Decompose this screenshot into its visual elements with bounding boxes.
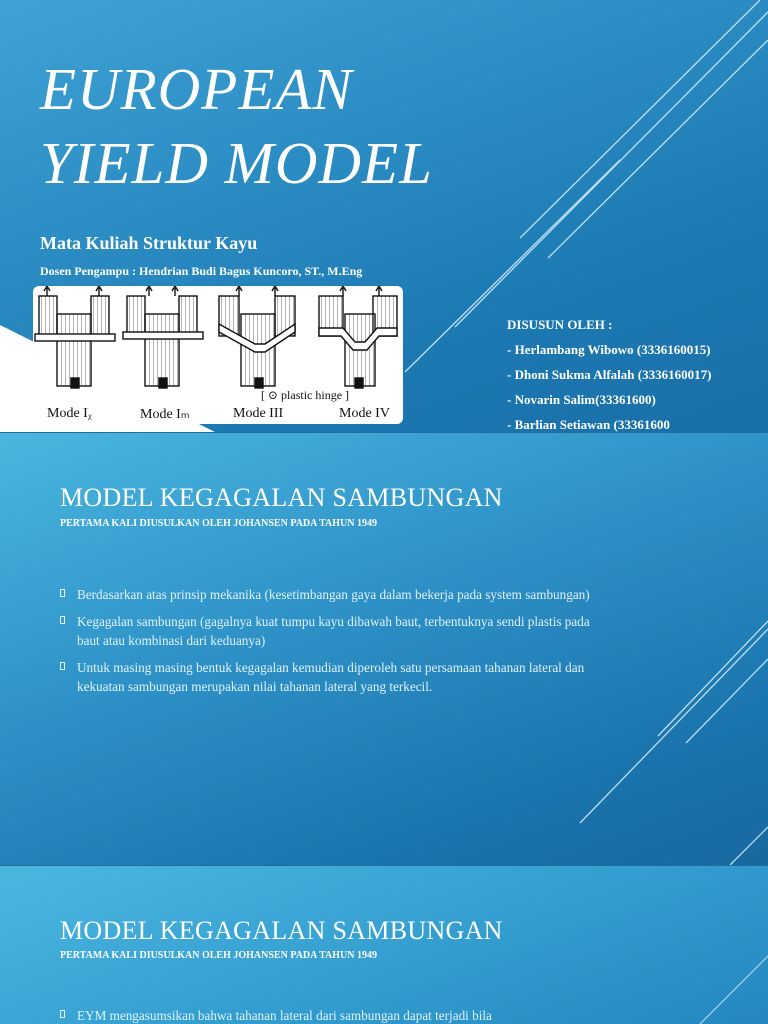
section-title: MODEL KEGAGALAN SAMBUNGAN xyxy=(60,916,503,945)
bullet-icon xyxy=(60,589,65,597)
plastic-hinge-label: [ ⊙ plastic hinge ] xyxy=(261,388,350,402)
mode-2-joint xyxy=(123,286,203,388)
bullet-text: EYM mengasumsikan bahwa tahanan lateral dari sambungan dapat terjadi bila xyxy=(77,1008,492,1023)
section-subtitle: PERTAMA KALI DIUSULKAN OLEH JOHANSEN PADA TAHUN 1949 xyxy=(60,950,377,961)
course-subtitle: Mata Kuliah Struktur Kayu xyxy=(40,233,258,253)
bullet-icon xyxy=(60,1010,65,1018)
author-item: - Herlambang Wibowo (3336160015) xyxy=(507,342,711,357)
list-item xyxy=(60,658,590,696)
mode-label: Mode Iᵪ xyxy=(47,406,92,421)
lecturer-line: Dosen Pengampu : Hendrian Budi Bagus Kuncoro, ST., M.Eng xyxy=(40,264,363,278)
author-item: - Barlian Setiawan (33361600 xyxy=(507,417,670,432)
deco-line xyxy=(700,956,768,1024)
bullet-text: Untuk masing masing bentuk kegagalan kemudian diperoleh satu persamaan tahanan lateral dan kekuatan sambungan merupakan nilai tahanan lateral yang terkecil. xyxy=(77,660,585,694)
mode-label: Mode III xyxy=(233,406,284,421)
bullet-list xyxy=(60,1006,590,1024)
list-item xyxy=(60,1006,590,1024)
list-item xyxy=(60,585,590,604)
bullet-icon xyxy=(60,662,65,670)
mode-3-joint xyxy=(219,286,295,388)
page-title: EUROPEAN YIELD MODEL xyxy=(40,56,433,196)
authors-block xyxy=(507,312,711,432)
bullet-list xyxy=(60,585,590,704)
deco-line xyxy=(455,12,768,327)
mode-1-joint xyxy=(35,286,115,388)
section-title: MODEL KEGAGALAN SAMBUNGAN xyxy=(60,483,503,512)
yield-mode-figure xyxy=(33,286,403,424)
content-slide-2 xyxy=(0,866,768,1024)
author-item: - Dhoni Sukma Alfalah (3336160017) xyxy=(507,367,712,382)
title-slide xyxy=(0,0,768,432)
mode-label: Mode IV xyxy=(339,406,390,421)
deco-line xyxy=(548,40,768,258)
mode-4-joint xyxy=(319,286,397,388)
author-item: - Novarin Salim(33361600) xyxy=(507,392,656,407)
mode-label: Mode Iₘ xyxy=(140,407,190,422)
bullet-text: Kegagalan sambungan (gagalnya kuat tumpu kayu dibawah baut, terbentuknya sendi plastis pada baut atau kombinasi dari keduanya) xyxy=(77,614,590,648)
content-slide-1 xyxy=(0,433,768,865)
yield-mode-diagram xyxy=(33,286,403,424)
list-item xyxy=(60,612,590,650)
deco-line xyxy=(658,621,768,736)
bullet-text: Berdasarkan atas prinsip mekanika (kesetimbangan gaya dalam bekerja pada system sambungan) xyxy=(77,587,590,602)
bullet-icon xyxy=(60,616,65,624)
deco-line xyxy=(520,0,760,238)
section-subtitle: PERTAMA KALI DIUSULKAN OLEH JOHANSEN PADA TAHUN 1949 xyxy=(60,518,377,529)
deco-line xyxy=(580,629,768,823)
authors-heading: DISUSUN OLEH : xyxy=(507,317,613,332)
deco-line xyxy=(730,827,768,865)
